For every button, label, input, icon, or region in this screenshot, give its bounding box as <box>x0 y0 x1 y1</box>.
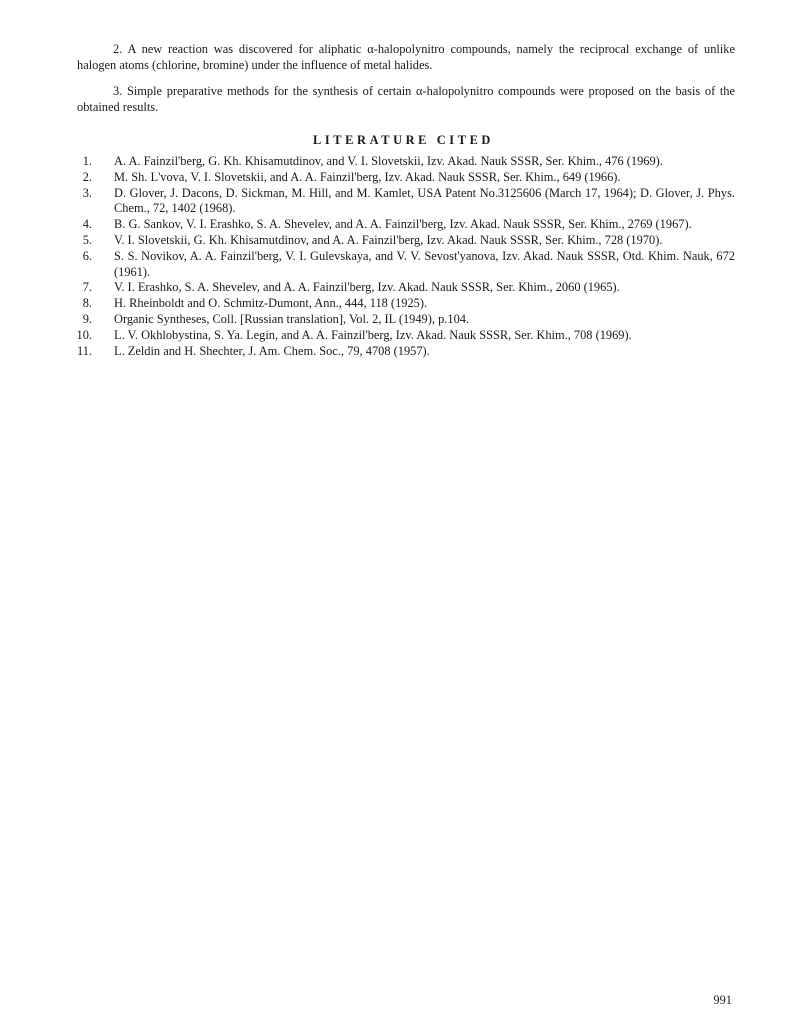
reference-text: D. Glover, J. Dacons, D. Sickman, M. Hill, and M. Kamlet, USA Patent No.3125606 (March 17, 1964); D. Glover, J. Phys. Chem., 72, 1402 (1968). <box>114 185 735 216</box>
reference-item <box>0 217 807 233</box>
reference-number: 8. <box>82 296 92 311</box>
reference-item <box>0 186 807 218</box>
reference-text: B. G. Sankov, V. I. Erashko, S. A. Shevelev, and A. A. Fainzil'berg, Izv. Akad. Nauk SSSR, Ser. Khim., 2769 (1967). <box>114 217 692 232</box>
reference-item <box>0 233 807 249</box>
reference-item <box>0 296 807 312</box>
reference-item <box>0 312 807 328</box>
reference-number: 2. <box>82 169 92 184</box>
reference-text: V. I. Slovetskii, G. Kh. Khisamutdinov, and A. A. Fainzil'berg, Izv. Akad. Nauk SSSR, Ser. Khim., 728 (1970). <box>114 232 663 247</box>
reference-item <box>0 170 807 186</box>
reference-number: 1. <box>82 154 92 168</box>
reference-item <box>0 344 807 360</box>
reference-number: 6. <box>82 248 92 263</box>
reference-text: L. Zeldin and H. Shechter, J. Am. Chem. Soc., 79, 4708 (1957). <box>114 343 430 358</box>
reference-number: 11. <box>76 343 92 358</box>
reference-item <box>0 280 807 296</box>
reference-item <box>0 249 807 281</box>
conclusion-paragraph-3: 3. Simple preparative methods for the synthesis of certain α-halopolynitro compounds were proposed on the basis of the obtained results. <box>77 84 735 114</box>
literature-cited-heading: LITERATURE CITED <box>313 133 494 147</box>
reference-number: 9. <box>82 311 92 326</box>
reference-list <box>0 154 807 359</box>
conclusion-paragraph-2: 2. A new reaction was discovered for aliphatic α-halopolynitro compounds, namely the reciprocal exchange of unlike halogen atoms (chlorine, bromine) under the influence of metal halides. <box>77 42 735 72</box>
reference-number: 5. <box>82 232 92 247</box>
reference-text: H. Rheinboldt and O. Schmitz-Dumont, Ann., 444, 118 (1925). <box>114 296 428 311</box>
reference-text: L. V. Okhlobystina, S. Ya. Legin, and A. A. Fainzil'berg, Izv. Akad. Nauk SSSR, Ser. Khim., 708 (1969). <box>114 327 632 342</box>
reference-number: 7. <box>82 280 92 295</box>
reference-number: 3. <box>82 185 92 200</box>
reference-number: 10. <box>76 327 92 342</box>
reference-text: A. A. Fainzil'berg, G. Kh. Khisamutdinov, and V. I. Slovetskii, Izv. Akad. Nauk SSSR, Ser. Khim., 476 (1969). <box>114 154 663 168</box>
reference-text: V. I. Erashko, S. A. Shevelev, and A. A. Fainzil'berg, Izv. Akad. Nauk SSSR, Ser. Khim., 2060 (1965). <box>114 280 620 295</box>
reference-item <box>0 154 807 170</box>
page-number: 991 <box>713 993 732 1007</box>
reference-text: S. S. Novikov, A. A. Fainzil'berg, V. I. Gulevskaya, and V. V. Sevost'yanova, Izv. Akad. Nauk SSSR, Otd. Khim. Nauk, 672 (1961). <box>114 248 735 279</box>
reference-number: 4. <box>82 217 92 232</box>
reference-text: Organic Syntheses, Coll. [Russian translation], Vol. 2, IL (1949), p.104. <box>114 311 470 326</box>
reference-text: M. Sh. L'vova, V. I. Slovetskii, and A. A. Fainzil'berg, Izv. Akad. Nauk SSSR, Ser. Khim., 649 (1966). <box>114 169 621 184</box>
reference-item <box>0 328 807 344</box>
